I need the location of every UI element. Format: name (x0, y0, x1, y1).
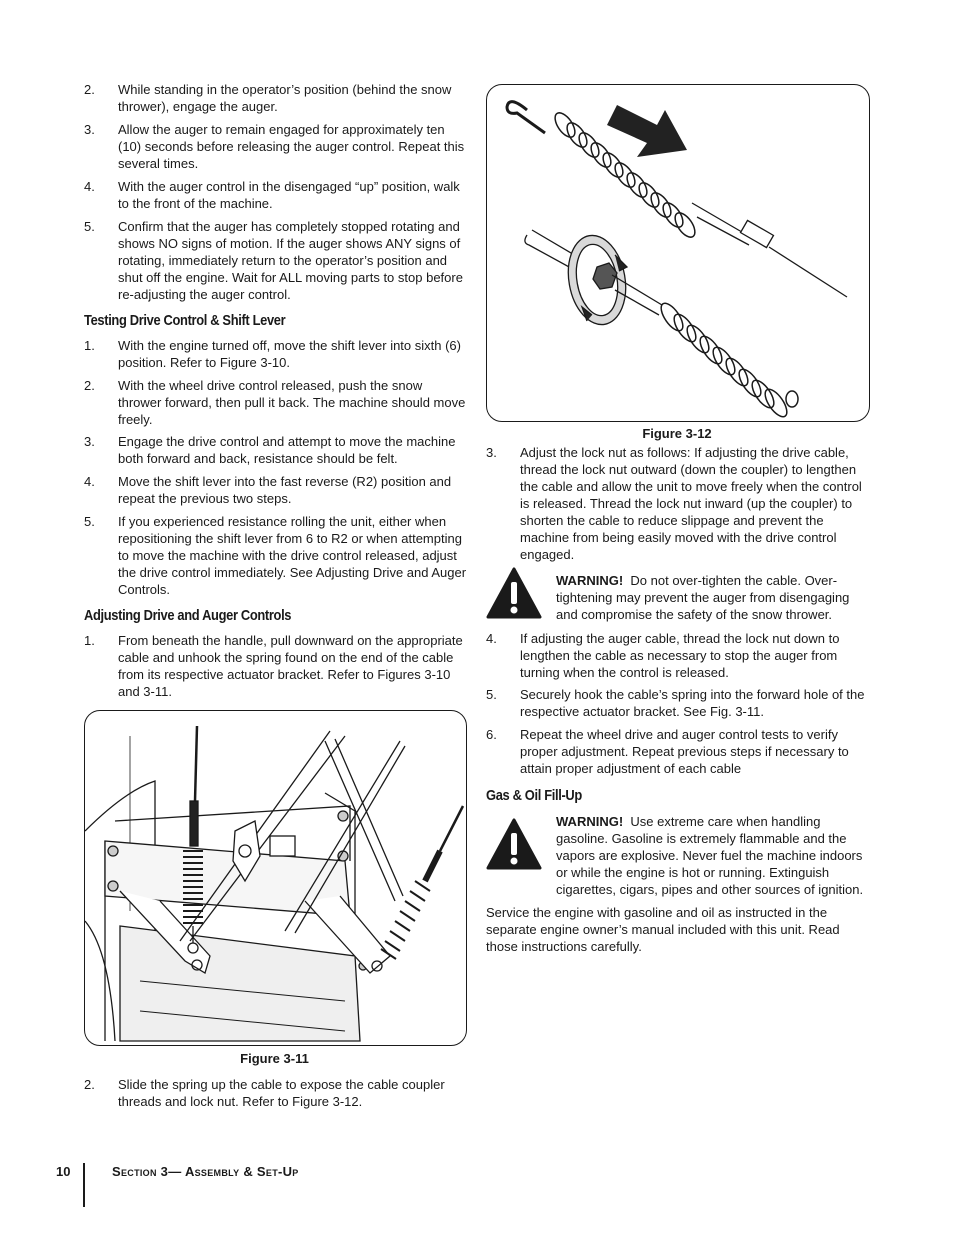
item-number: 1. (84, 338, 95, 353)
warning-triangle-icon (486, 818, 542, 870)
section-heading: Gas & Oil Fill-Up (486, 787, 582, 804)
warning-notice (556, 572, 874, 623)
item-text: Adjust the lock nut as follows: If adjusting the drive cable, thread the lock nut outward (down the coupler) to lengthen the cable and allow the unit to move freely when the control is released. Thread the lock nut inward (up the coupler) to shorten the cable to reduce slippage and prevent the machine from being easily moved with the drive control engaged. (520, 445, 862, 562)
list-item (84, 473, 468, 507)
item-text: Engage the drive control and attempt to move the machine both forward and back, resistance should be felt. (118, 434, 456, 466)
list-item (486, 630, 868, 681)
list-item (84, 632, 468, 700)
item-text: Securely hook the cable’s spring into the forward hole of the respective actuator bracket. See Fig. 3-11. (520, 687, 865, 719)
list-item (84, 377, 468, 428)
list-item (84, 433, 468, 467)
item-number: 4. (486, 631, 497, 646)
list-item (486, 686, 868, 720)
warning-label: WARNING! (556, 573, 624, 588)
list-item (486, 444, 868, 563)
page-number: 10 (56, 1164, 71, 1179)
item-number: 2. (84, 1077, 95, 1092)
item-number: 6. (486, 727, 497, 742)
section-heading: Adjusting Drive and Auger Controls (84, 607, 292, 624)
item-number: 2. (84, 378, 95, 393)
figure-3-12 (486, 84, 870, 422)
item-text: With the wheel drive control released, push the snow thrower forward, then pull it back. The machine should move freely. (118, 378, 466, 427)
item-text: Confirm that the auger has completely stopped rotating and shows NO signs of motion. If the auger shows ANY signs of rotating, immediately return to the operator’s position and shut off the engine. Wait for ALL moving parts to stop before re-adjusting the auger control. (118, 219, 463, 302)
item-text: Allow the auger to remain engaged for approximately ten (10) seconds before releasing the auger control. Repeat this several times. (118, 122, 465, 171)
item-text: If you experienced resistance rolling the unit, either when repositioning the shift lever from 6 to R2 or when attempting to move the machine with the drive control released, adjust the drive control immediately. See Adjusting Drive and Auger Controls. (118, 514, 467, 597)
warning-text: Do not over-tighten the cable. Over-tightening may prevent the auger from disengaging and compromise the safety of the snow thrower. (556, 573, 850, 622)
item-text: From beneath the handle, pull downward on the appropriate cable and unhook the spring found on the end of the cable from its respective actuator bracket. Refer to Figures 3-10 and 3-11. (118, 633, 463, 699)
list-item (84, 121, 468, 172)
item-number: 4. (84, 179, 95, 194)
list-item (84, 81, 468, 115)
item-text: With the auger control in the disengaged “up” position, walk to the front of the machine. (118, 179, 460, 211)
item-text: With the engine turned off, move the shift lever into sixth (6) position. Refer to Figure 3-10. (118, 338, 461, 370)
item-number: 2. (84, 82, 95, 97)
list-item (84, 178, 468, 212)
warning-notice (556, 813, 874, 898)
footer-divider (83, 1163, 85, 1207)
item-number: 4. (84, 474, 95, 489)
list-item (84, 337, 468, 371)
item-text: If adjusting the auger cable, thread the lock nut down to lengthen the cable as necessary to stop the auger from turning when the control is released. (520, 631, 840, 680)
item-number: 3. (84, 434, 95, 449)
item-number: 5. (84, 514, 95, 529)
item-number: 3. (84, 122, 95, 137)
warning-triangle-icon (486, 567, 542, 619)
item-text: Move the shift lever into the fast reverse (R2) position and repeat the previous two steps. (118, 474, 452, 506)
item-number: 1. (84, 633, 95, 648)
item-text: Slide the spring up the cable to expose the cable coupler threads and lock nut. Refer to Figure 3-12. (118, 1077, 445, 1109)
item-number: 5. (486, 687, 497, 702)
figure-caption: Figure 3-11 (240, 1051, 309, 1066)
item-text: Repeat the wheel drive and auger control tests to verify proper adjustment. Repeat previous steps if necessary to attain proper adjustment of each cable (520, 727, 849, 776)
figure-3-11 (84, 710, 467, 1046)
section-heading: Testing Drive Control & Shift Lever (84, 312, 286, 329)
cable-coupler-illustration (487, 85, 869, 421)
item-number: 3. (486, 445, 497, 460)
item-text: While standing in the operator’s position (behind the snow thrower), engage the auger. (118, 82, 452, 114)
service-paragraph: Service the engine with gasoline and oil as instructed in the separate engine owner’s manual included with this unit. Read those instructions carefully. (486, 905, 840, 954)
warning-label: WARNING! (556, 814, 624, 829)
list-item (486, 726, 868, 777)
figure-caption: Figure 3-12 (642, 426, 712, 441)
warning-text: Use extreme care when handling gasoline. Gasoline is extremely flammable and the vapors are explosive. Never fuel the machine indoors or while the engine is hot or running. Extinguish cigarettes, cigars, pipes and other sources of ignition. (556, 814, 864, 897)
list-item (84, 513, 468, 598)
section-title: Section 3— Assembly & Set-Up (112, 1164, 299, 1179)
list-item (84, 218, 468, 303)
item-number: 5. (84, 219, 95, 234)
list-item (84, 1076, 468, 1110)
actuator-bracket-illustration (85, 711, 466, 1045)
